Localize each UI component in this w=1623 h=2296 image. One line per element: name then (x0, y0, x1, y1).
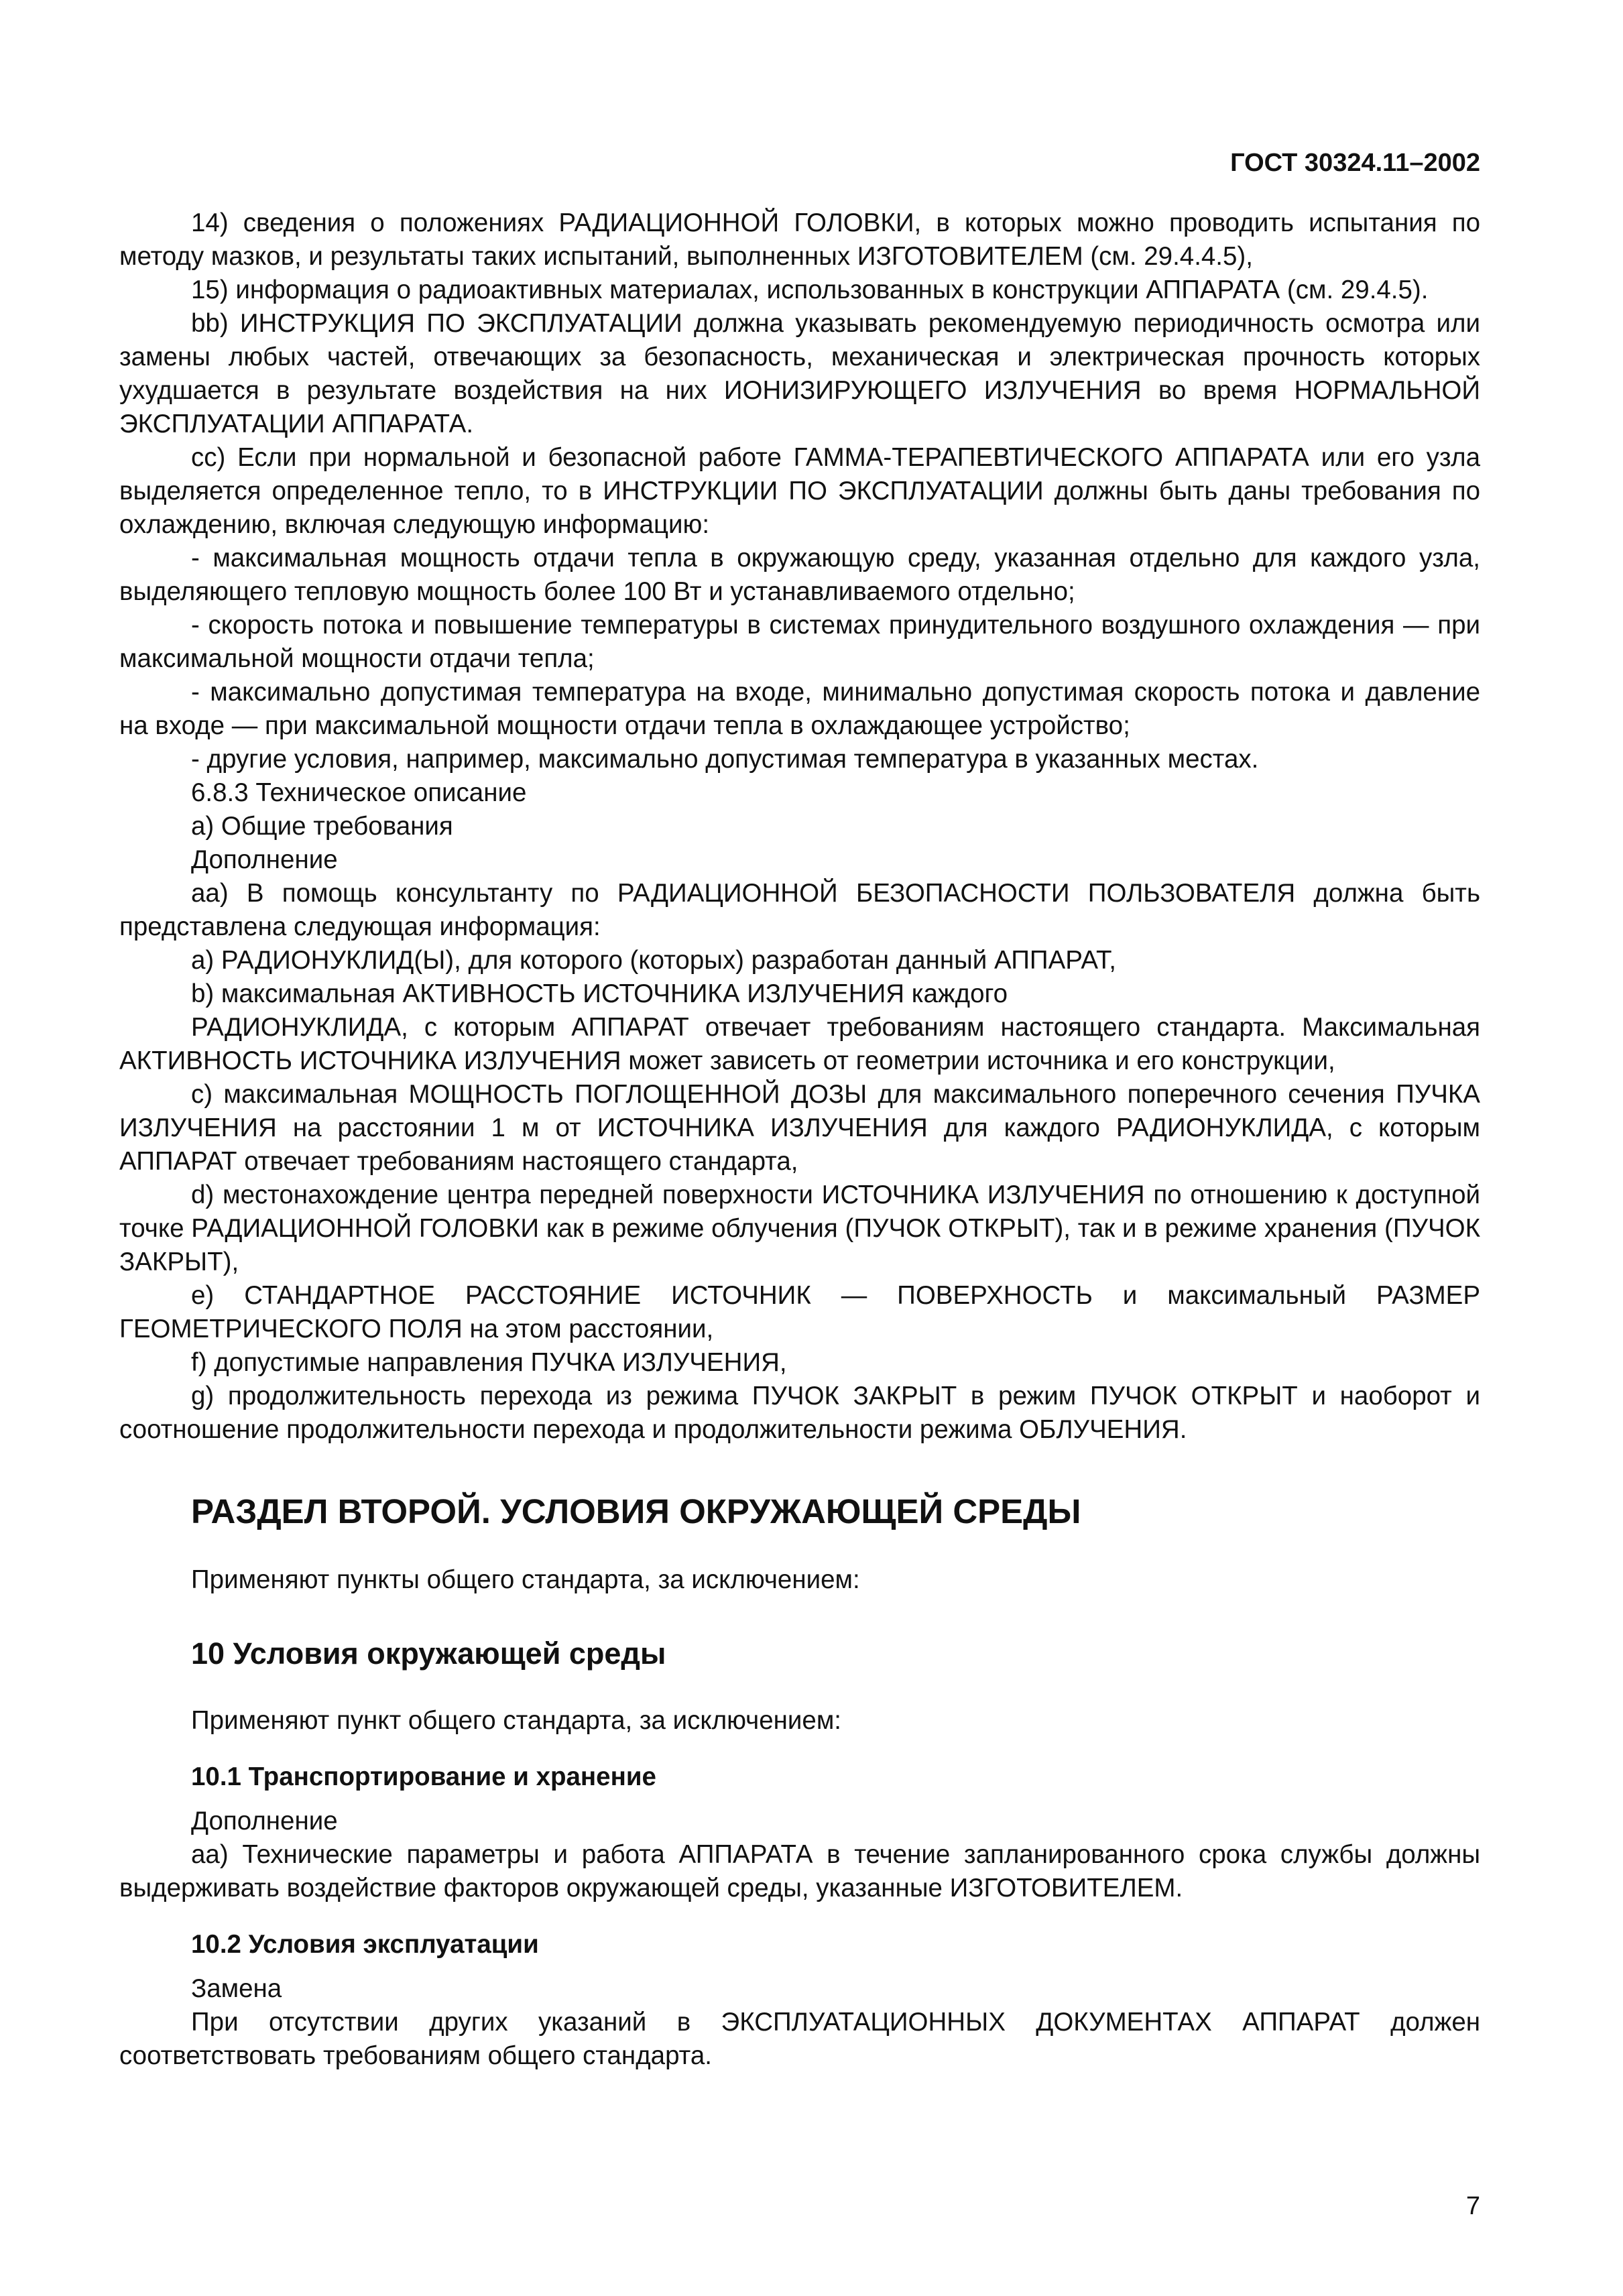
paragraph: - другие условия, например, максимально допустимая температура в указанных местах. (191, 745, 1259, 774)
paragraph: aa) Технические параметры и работа АППАРАТА в течение запланированного срока службы должны выдерживать воздействие факторов окружающей среды, указанные ИЗГОТОВИТЕЛЕМ. (119, 1840, 1480, 1902)
paragraph: cc) Если при нормальной и безопасной работе ГАММА-ТЕРАПЕВТИЧЕСКОГО АППАРАТА или его узла выделяется определенное тепло, то в ИНСТРУКЦИИ ПО ЭКСПЛУАТАЦИИ должны быть даны требования по охлаждению, включая следующую информацию: (119, 443, 1480, 539)
amendment-label: Дополнение (191, 845, 338, 874)
paragraph: 14) сведения о положениях РАДИАЦИОННОЙ ГОЛОВКИ, в которых можно проводить испытания по методу мазков, и результаты таких испытаний, выполненных ИЗГОТОВИТЕЛЕМ (см. 29.4.4.5), (119, 208, 1480, 271)
page-number: 7 (1465, 2192, 1480, 2220)
list-item: d) местонахождение центра передней поверхности ИСТОЧНИКА ИЗЛУЧЕНИЯ по отношению к доступной точке РАДИАЦИОННОЙ ГОЛОВКИ как в режиме облучения (ПУЧОК ОТКРЫТ), так и в режиме хранения (ПУЧОК ЗАКРЫТ), (119, 1181, 1480, 1276)
paragraph: 15) информация о радиоактивных материалах, использованных в конструкции АППАРАТА (см. 29.4.5). (191, 276, 1429, 304)
paragraph: bb) ИНСТРУКЦИЯ ПО ЭКСПЛУАТАЦИИ должна указывать рекомендуемую периодичность осмотра или замены любых частей, отвечающих за безопасность, механическая и электрическая прочность которых ухудшается в результате воздействия на них ИОНИЗИРУЮЩЕГО ИЗЛУЧЕНИЯ во время НОРМАЛЬНОЙ ЭКСПЛУАТАЦИИ АППАРАТА. (119, 309, 1480, 438)
list-item: c) максимальная МОЩНОСТЬ ПОГЛОЩЕННОЙ ДОЗЫ для максимального поперечного сечения ПУЧКА ИЗЛУЧЕНИЯ на расстоянии 1 м от ИСТОЧНИКА ИЗЛУЧЕНИЯ для каждого РАДИОНУКЛИДА, с которым АППАРАТ отвечает требованиям настоящего стандарта, (119, 1080, 1480, 1176)
amendment-label: Замена (191, 1974, 282, 2003)
subclause-title: 10.2 Условия эксплуатации (191, 1930, 539, 1959)
paragraph: a) Общие требования (191, 812, 453, 841)
paragraph: При отсутствии других указаний в ЭКСПЛУАТАЦИОННЫХ ДОКУМЕНТАХ АППАРАТ должен соответствовать требованиям общего стандарта. (119, 2008, 1480, 2070)
clause-intro: Применяют пункт общего стандарта, за исключением: (191, 1706, 842, 1735)
clause-title: 10 Условия окружающей среды (191, 1636, 666, 1671)
subclause-title: 10.1 Транспортирование и хранение (191, 1762, 656, 1791)
section-intro: Применяют пункты общего стандарта, за исключением: (191, 1565, 860, 1594)
list-item: e) СТАНДАРТНОЕ РАССТОЯНИЕ ИСТОЧНИК — ПОВЕРХНОСТЬ и максимальный РАЗМЕР ГЕОМЕТРИЧЕСКОГО ПОЛЯ на этом расстоянии, (119, 1281, 1480, 1343)
amendment-label: Дополнение (191, 1807, 338, 1835)
list-item: g) продолжительность перехода из режима ПУЧОК ЗАКРЫТ в режим ПУЧОК ОТКРЫТ и наоборот и соотношение продолжительности перехода и продолжительности режима ОБЛУЧЕНИЯ. (119, 1382, 1480, 1444)
paragraph: РАДИОНУКЛИДА, с которым АППАРАТ отвечает требованиям настоящего стандарта. Максимальная АКТИВНОСТЬ ИСТОЧНИКА ИЗЛУЧЕНИЯ может зависеть от геометрии источника и его конструкции, (119, 1013, 1480, 1075)
paragraph: aa) В помощь консультанту по РАДИАЦИОННОЙ БЕЗОПАСНОСТИ ПОЛЬЗОВАТЕЛЯ должна быть представлена следующая информация: (119, 879, 1480, 941)
section-title: РАЗДЕЛ ВТОРОЙ. УСЛОВИЯ ОКРУЖАЮЩЕЙ СРЕДЫ (191, 1492, 1081, 1530)
list-item: a) РАДИОНУКЛИД(Ы), для которого (которых) разработан данный АППАРАТ, (191, 946, 1117, 975)
paragraph: - максимально допустимая температура на входе, минимально допустимая скорость потока и давление на входе — при максимальной мощности отдачи тепла в охлаждающее устройство; (119, 678, 1480, 740)
document-header: ГОСТ 30324.11–2002 (1230, 149, 1480, 177)
paragraph: - максимальная мощность отдачи тепла в окружающую среду, указанная отдельно для каждого узла, выделяющего тепловую мощность более 100 Вт и устанавливаемого отдельно; (119, 544, 1480, 606)
list-item: b) максимальная АКТИВНОСТЬ ИСТОЧНИКА ИЗЛУЧЕНИЯ каждого (191, 979, 1008, 1008)
document-page (119, 146, 1480, 2073)
subclause-heading: 6.8.3 Техническое описание (191, 778, 527, 807)
list-item: f) допустимые направления ПУЧКА ИЗЛУЧЕНИЯ, (191, 1348, 787, 1377)
paragraph: - скорость потока и повышение температуры в системах принудительного воздушного охлаждения — при максимальной мощности отдачи тепла; (119, 611, 1480, 673)
